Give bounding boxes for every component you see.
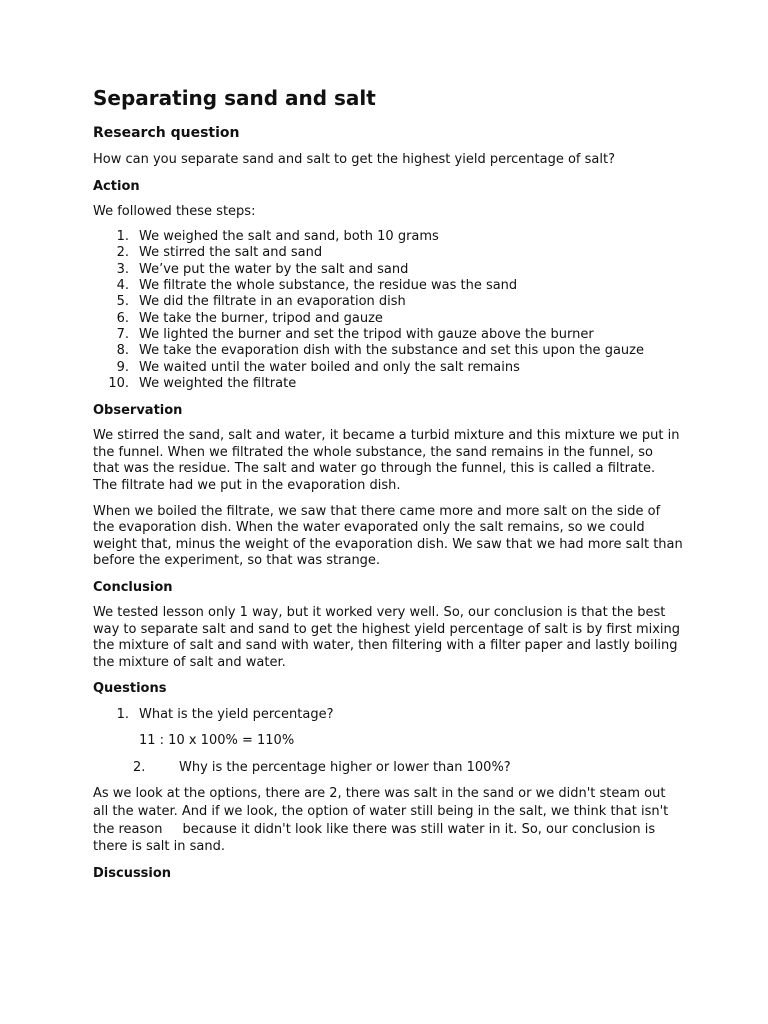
step-text: We’ve put the water by the salt and sand — [139, 261, 409, 277]
step-number: 7. — [116, 326, 129, 342]
question-1 — [93, 706, 683, 723]
action-intro: We followed these steps: — [93, 203, 256, 219]
discussion-heading: Discussion — [93, 866, 172, 882]
step-number: 3. — [116, 261, 129, 277]
research-question-heading: Research question — [93, 125, 240, 141]
observation-paragraph-1: We stirred the sand, salt and water, it became a turbid mixture and this mixture we put in the funnel. When we filtrated the whole substance, the sand remains in the funnel, so that was the residue. The salt and water go through the funnel, this is called a filtrate. The filtrate had we put in the evaporation dish. — [93, 428, 680, 493]
list-item — [93, 262, 683, 278]
step-number: 4. — [116, 278, 129, 294]
list-item — [93, 278, 683, 294]
step-number: 6. — [116, 310, 129, 326]
step-number: 5. — [116, 294, 129, 310]
action-heading: Action — [93, 178, 140, 194]
step-number: 10. — [108, 375, 129, 391]
yield-formula: 11 : 10 x 100% = 110% — [139, 733, 295, 749]
list-item — [93, 245, 683, 261]
step-text: We take the evaporation dish with the substance and set this upon the gauze — [139, 343, 644, 359]
research-question-text: How can you separate sand and salt to get the highest yield percentage of salt? — [93, 152, 615, 167]
question-2-answer — [93, 785, 683, 856]
list-item — [93, 327, 683, 343]
step-text: We stirred the salt and sand — [139, 245, 323, 261]
question-2-number: 2. — [133, 760, 146, 776]
step-text: We filtrate the whole substance, the residue was the sand — [139, 278, 518, 294]
step-number: 9. — [116, 359, 129, 375]
list-item — [93, 229, 683, 245]
question-1-text: What is the yield percentage? — [139, 707, 334, 723]
step-text: We lighted the burner and set the tripod with gauze above the burner — [139, 326, 594, 342]
list-item — [93, 360, 683, 376]
answer-part-1: As we look at the options, there are 2, there was salt in the sand or we didn't steam out all the water. And if we look, the option of water still being in the salt, we think that isn't the reason — [93, 786, 669, 837]
conclusion-paragraph: We tested lesson only 1 way, but it worked very well. So, our conclusion is that the best way to separate salt and sand to get the highest yield percentage of salt is by first mixing the mixture of salt and sand with water, then filtering with a filter paper and lastly boiling the mixture of salt and water. — [93, 604, 681, 670]
step-text: We waited until the water boiled and only the salt remains — [139, 359, 520, 375]
question-2 — [93, 759, 683, 776]
question-1-number: 1. — [116, 707, 129, 723]
step-number: 8. — [116, 343, 129, 359]
document-title: Separating sand and salt — [93, 86, 376, 110]
list-item — [93, 294, 683, 310]
step-number: 1. — [116, 229, 129, 245]
conclusion-heading: Conclusion — [93, 579, 173, 595]
steps-list — [93, 229, 683, 392]
document-page — [93, 84, 683, 891]
observation-heading: Observation — [93, 403, 183, 419]
list-item — [93, 311, 683, 327]
step-text: We take the burner, tripod and gauze — [139, 310, 383, 326]
list-item — [93, 376, 683, 392]
question-2-text: Why is the percentage higher or lower than 100%? — [179, 760, 511, 776]
step-text: We weighed the salt and sand, both 10 grams — [139, 229, 439, 245]
list-item — [93, 343, 683, 359]
step-number: 2. — [116, 245, 129, 261]
answer-part-2: because it didn't look like there was still water in it. So, our conclusion is there is salt in sand. — [93, 821, 656, 855]
step-text: We did the filtrate in an evaporation dish — [139, 294, 406, 310]
questions-heading: Questions — [93, 681, 167, 697]
observation-paragraph-2: When we boiled the filtrate, we saw that there came more and more salt on the side of the evaporation dish. When the water evaporated only the salt remains, so we could weight that, minus the weight of the evaporation dish. We saw that we had more salt than before the experiment, so that was strange. — [93, 503, 683, 569]
step-text: We weighted the filtrate — [139, 375, 297, 391]
